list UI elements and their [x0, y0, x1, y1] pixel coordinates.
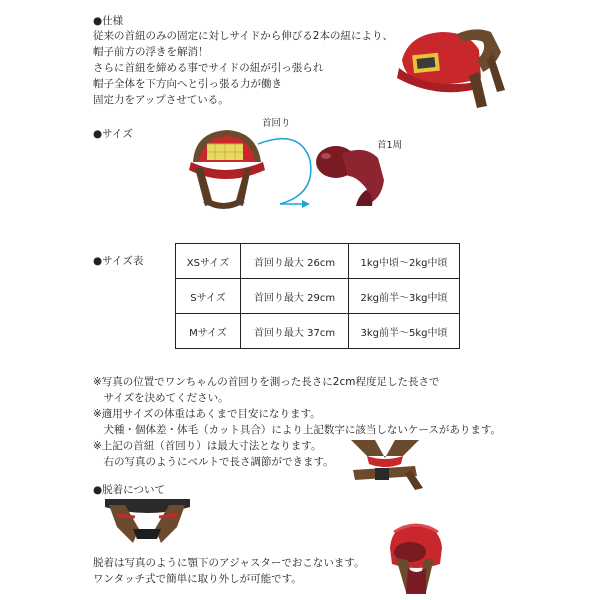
- spec-heading: ●仕様: [93, 15, 124, 27]
- weight-cell: 3kg前半〜5kg中頃: [349, 314, 460, 349]
- notes: [93, 374, 501, 470]
- removal-line: ワンタッチ式で簡単に取り外しが可能です。: [93, 573, 302, 585]
- neck-cell: 首回り最大 26cm: [241, 244, 349, 279]
- size-table: [175, 243, 460, 349]
- cap-on-mannequin-photo: [380, 518, 450, 596]
- strap-adjust-photo: [345, 436, 425, 492]
- table-row: [176, 279, 460, 314]
- note-line: 犬種・個体差・体毛（カット具合）により上記数字に該当しないケースがあります。: [93, 424, 502, 436]
- neck-cell: 首回り最大 37cm: [241, 314, 349, 349]
- neck-around-label: 首1周: [377, 140, 403, 151]
- spec-description: [93, 28, 393, 108]
- note-line: ※上記の首紐（首回り）は最大寸法となります。: [93, 440, 322, 452]
- spec-line: 固定力をアップさせている。: [93, 94, 229, 106]
- size-cell: XSサイズ: [176, 244, 241, 279]
- chin-adjuster-photo: [105, 499, 190, 547]
- table-row: [176, 244, 460, 279]
- table-row: [176, 314, 460, 349]
- cap-harness-photo: [397, 20, 507, 110]
- size-heading: ●サイズ: [93, 128, 133, 140]
- size-cell: Mサイズ: [176, 314, 241, 349]
- neck-label: 首回り: [262, 118, 291, 129]
- removal-heading: ●脱着について: [93, 484, 165, 496]
- spec-line: さらに首紐を締める事でサイドの紐が引っ張られ: [93, 62, 324, 74]
- note-line: ※適用サイズの体重はあくまで目安になります。: [93, 408, 321, 420]
- removal-line: 脱着は写真のように顎下のアジャスターでおこないます。: [93, 557, 365, 569]
- removal-description: [93, 555, 365, 587]
- spec-line: 帽子前方の浮きを解消！: [93, 46, 209, 58]
- weight-cell: 2kg前半〜3kg中頃: [349, 279, 460, 314]
- mannequin-photo: [312, 140, 392, 210]
- note-line: ※写真の位置でワンちゃんの首回りを測った長さに2cm程度足した長さで: [93, 376, 440, 388]
- spec-line: 帽子全体を下方向へと引っ張る力が働き: [93, 78, 282, 90]
- note-line: サイズを決めてください。: [93, 392, 229, 404]
- neck-cell: 首回り最大 29cm: [241, 279, 349, 314]
- note-line: 右の写真のようにベルトで長さ調節ができます。: [93, 456, 334, 468]
- spec-line: 従来の首紐のみの固定に対しサイドから伸びる2本の紐により、: [93, 30, 393, 42]
- size-table-heading: ●サイズ表: [93, 255, 144, 267]
- size-cell: Sサイズ: [176, 279, 241, 314]
- weight-cell: 1kg中頃〜2kg中頃: [349, 244, 460, 279]
